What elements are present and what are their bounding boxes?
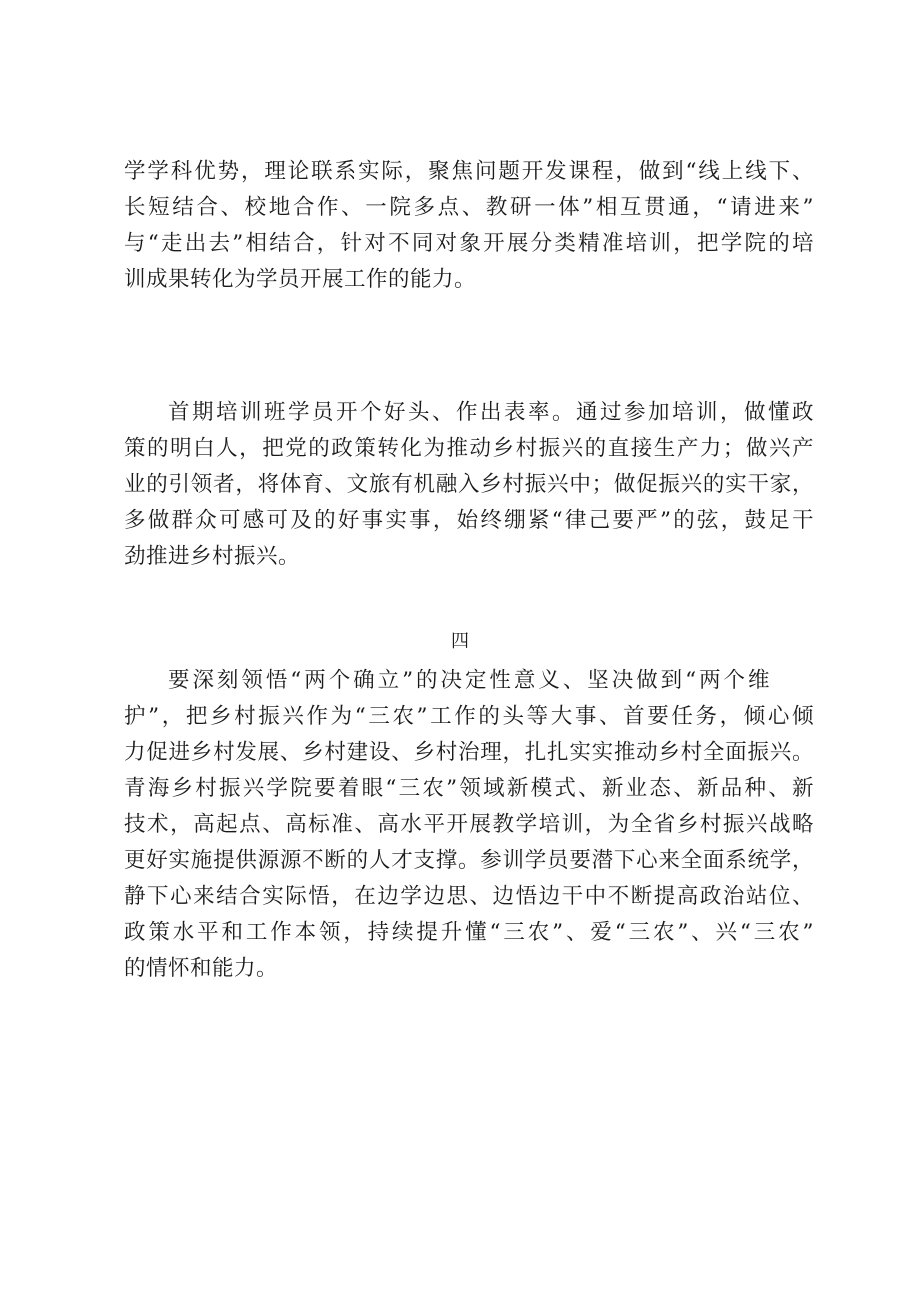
paragraph-line: 与“走出去”相结合，针对不同对象开展分类精准培训，把学院的培: [124, 231, 814, 256]
paragraph-line: 首期培训班学员开个好头、作出表率。通过参加培训，做懂政: [168, 400, 814, 425]
paragraph-line: 技术，高起点、高标准、高水平开展教学培训，为全省乡村振兴战略: [124, 812, 814, 837]
section-heading: 四: [451, 631, 469, 652]
paragraph-2: [124, 395, 814, 575]
paragraph-line: 更好实施提供源源不断的人才支撑。参训学员要潜下心来全面系统学，: [124, 848, 814, 873]
paragraph-1: [124, 154, 814, 298]
paragraph-3: [124, 663, 814, 987]
paragraph-line: 力促进乡村发展、乡村建设、乡村治理，扎扎实实推动乡村全面振兴。: [124, 740, 814, 765]
paragraph-line: 的情怀和能力。: [124, 956, 279, 981]
paragraph-line: 策的明白人，把党的政策转化为推动乡村振兴的直接生产力；做兴产: [124, 436, 814, 461]
paragraph-line: 训成果转化为学员开展工作的能力。: [124, 267, 477, 292]
paragraph-line: 政策水平和工作本领，持续提升懂“三农”、爱“三农”、兴“三农”: [124, 920, 814, 945]
paragraph-line: 要深刻领悟“两个确立”的决定性意义、坚决做到“两个维: [168, 668, 770, 693]
paragraph-line: 护”，把乡村振兴作为“三农”工作的头等大事、首要任务，倾心倾: [124, 704, 814, 729]
paragraph-line: 劲推进乡村振兴。: [124, 544, 301, 569]
paragraph-line: 学学科优势，理论联系实际，聚焦问题开发课程，做到“线上线下、: [124, 159, 814, 184]
paragraph-line: 长短结合、校地合作、一院多点、教研一体”相互贯通，“请进来”: [124, 195, 814, 220]
paragraph-line: 青海乡村振兴学院要着眼“三农”领域新模式、新业态、新品种、新: [124, 776, 814, 801]
paragraph-line: 业的引领者，将体育、文旅有机融入乡村振兴中；做促振兴的实干家，: [124, 472, 814, 497]
paragraph-line: 多做群众可感可及的好事实事，始终绷紧“律己要严”的弦，鼓足干: [124, 508, 814, 533]
paragraph-line: 静下心来结合实际悟，在边学边思、边悟边干中不断提高政治站位、: [124, 884, 814, 909]
